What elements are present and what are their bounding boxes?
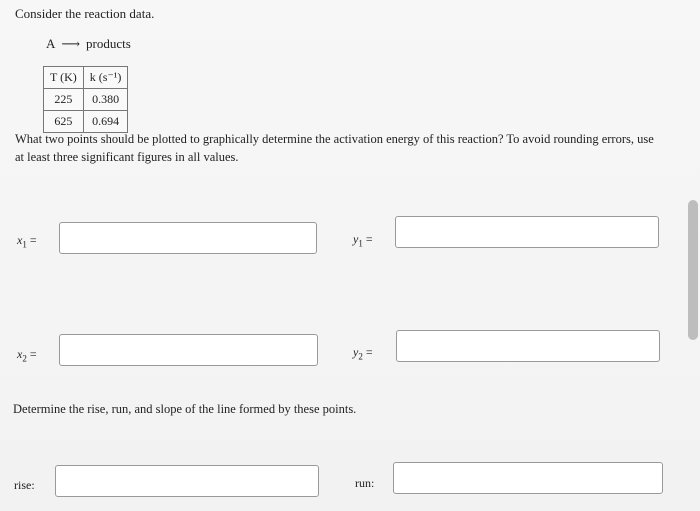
x1-eq: =	[29, 233, 37, 247]
vertical-scrollbar[interactable]	[688, 200, 698, 340]
rise-run-prompt: Determine the rise, run, and slope of the line formed by these points.	[13, 402, 357, 416]
table-cell: 625	[44, 111, 84, 133]
y1-eq: =	[365, 232, 373, 246]
intro-text: Consider the reaction data.	[15, 6, 155, 21]
x1-var: x	[17, 233, 23, 247]
x1-field-box[interactable]	[59, 222, 317, 254]
y2-var: y	[353, 345, 359, 359]
y1-input[interactable]	[396, 217, 658, 247]
header-temperature: T (K)	[44, 67, 84, 89]
reaction-equation	[46, 36, 131, 52]
x1-label	[17, 233, 37, 249]
table-cell: 225	[44, 89, 84, 111]
y2-eq: =	[365, 345, 373, 359]
y1-var: y	[353, 232, 359, 246]
y1-label	[353, 232, 373, 248]
y1-sub: 1	[358, 238, 363, 249]
table-row	[44, 89, 128, 111]
run-input[interactable]	[394, 463, 662, 493]
y2-input[interactable]	[397, 331, 659, 361]
y2-field-box[interactable]	[396, 330, 660, 362]
table-cell: 0.694	[83, 111, 128, 133]
reaction-arrow-icon: ⟶	[61, 36, 81, 51]
x2-eq: =	[29, 347, 37, 361]
x2-field-box[interactable]	[59, 334, 318, 366]
table-cell: 0.380	[83, 89, 128, 111]
y1-field-box[interactable]	[395, 216, 659, 248]
x2-sub: 2	[22, 353, 27, 364]
header-rate-constant: k (s⁻¹)	[83, 67, 128, 89]
x2-label	[17, 347, 37, 363]
run-label: run:	[355, 476, 375, 490]
y2-label	[353, 345, 373, 361]
reactant: A	[46, 36, 56, 51]
rise-input[interactable]	[56, 466, 318, 496]
y2-sub: 2	[358, 351, 363, 362]
x2-input[interactable]	[60, 335, 317, 365]
table-header-row	[44, 67, 128, 89]
rise-field-box[interactable]	[55, 465, 319, 497]
x2-var: x	[17, 347, 23, 361]
question-text: What two points should be plotted to graphically determine the activation energy of this reaction? To avoid rounding errors, use at least three significant figures in all values.	[15, 132, 654, 164]
x1-sub: 1	[22, 239, 27, 250]
rise-label: rise:	[14, 478, 35, 492]
x1-input[interactable]	[60, 223, 316, 253]
product: products	[86, 36, 131, 51]
run-field-box[interactable]	[393, 462, 663, 494]
rate-data-table	[43, 66, 128, 133]
